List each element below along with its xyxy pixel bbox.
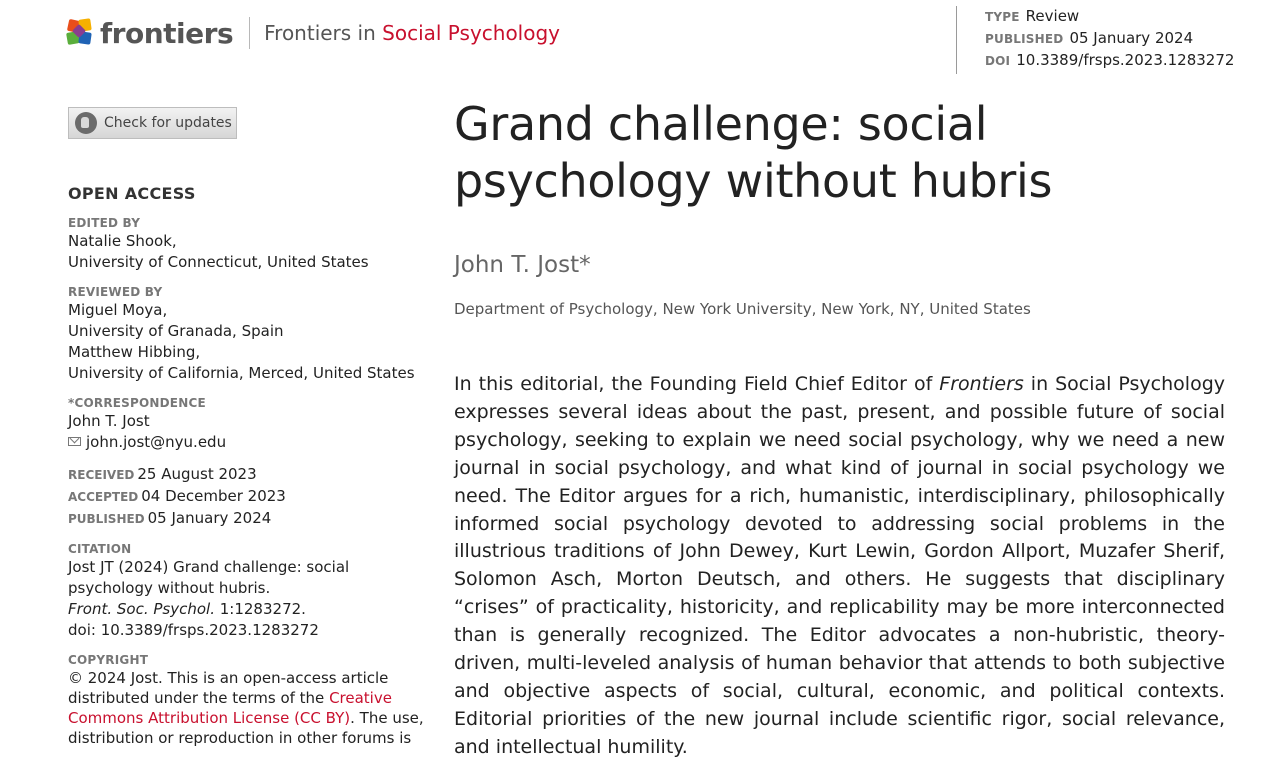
citation-label: CITATION [68,542,132,556]
accepted-label: ACCEPTED [68,490,139,504]
dates-section [68,464,428,530]
reviewer-name: Matthew Hibbing, [68,343,201,361]
copyright-text-after: . The use, distribution or reproduction in other forums is [68,709,424,747]
abstract-text: In this editorial, the Founding Field Chief Editor of [454,373,940,395]
copyright-text [68,668,428,748]
accepted-row [68,486,428,508]
correspondence-section [68,395,428,453]
meta-published-value: 05 January 2024 [1069,29,1194,47]
journal-name-prefix: Frontiers in [264,21,383,45]
meta-doi-label: DOI [985,54,1011,68]
meta-published [985,28,1234,50]
published-date: 05 January 2024 [147,509,272,527]
meta-type-label: TYPE [985,10,1020,24]
citation-line: Jost JT (2024) Grand challenge: social [68,558,350,576]
author-affiliation: Department of Psychology, New York University, New York, NY, United States [454,300,1031,318]
reviewed-by-label: REVIEWED BY [68,285,163,299]
header-divider [249,17,250,49]
received-label: RECEIVED [68,468,135,482]
citation-doi[interactable]: doi: 10.3389/frsps.2023.1283272 [68,621,319,639]
published-label: PUBLISHED [68,512,145,526]
mail-icon [68,437,81,446]
journal-name-accent: Social Psychology [382,21,561,45]
article-meta [956,6,1234,74]
correspondence-label: *CORRESPONDENCE [68,396,206,410]
correspondence-email-link[interactable]: john.jost@nyu.edu [86,433,227,451]
accepted-date: 04 December 2023 [141,487,286,505]
citation-volume: 1:1283272. [214,600,306,618]
article-title: Grand challenge: social psychology without hubris [454,97,1053,208]
citation-journal-abbrev: Front. Soc. Psychol. [68,600,215,618]
citation-line: psychology without hubris. [68,579,271,597]
received-date: 25 August 2023 [137,465,257,483]
sidebar [68,184,428,759]
meta-doi [985,50,1234,72]
correspondence-email-row [68,432,428,453]
citation-section [68,541,428,641]
abstract-journal-italic: Frontiers [939,373,1024,395]
copyright-label: COPYRIGHT [68,653,149,667]
meta-published-label: PUBLISHED [985,32,1064,46]
cc-by-license-link[interactable]: Creative Commons Attribution License (CC BY) [68,689,392,727]
copyright-section [68,652,428,748]
published-row [68,508,428,530]
editor-name: Natalie Shook, [68,232,177,250]
brand-header [66,16,560,50]
reviewer-name: Miguel Moya, [68,301,168,319]
citation-journal-line [68,599,428,620]
open-access-heading: OPEN ACCESS [68,184,196,203]
check-for-updates-label: Check for updates [104,115,232,131]
reviewer-affiliation: University of Granada, Spain [68,322,284,340]
check-for-updates-button[interactable] [68,107,237,139]
meta-type [985,6,1234,28]
article-abstract [454,371,1225,762]
correspondence-name: John T. Jost [68,412,150,430]
received-row [68,464,428,486]
reviewed-by-section [68,284,428,384]
edited-by-section [68,215,428,273]
crossmark-icon [75,112,97,134]
edited-by-label: EDITED BY [68,216,141,230]
editor-affiliation: University of Connecticut, United States [68,253,369,271]
meta-type-value: Review [1025,7,1080,25]
journal-name[interactable] [264,21,560,45]
frontiers-logo-icon[interactable] [66,18,94,48]
abstract-text: in Social Psychology expresses several ideas about the past, present, and possible future of social psychology, seeking to explain we need social psychology, why we need a new journal in social psychology, and what kind of journal in social psychology we need. The Editor argues for a rich, humanistic, interdisciplinary, philosophically informed social psychology devoted to addressing social problems in the illustrious traditions of John Dewey, Kurt Lewin, Gordon Allport, Muzafer Sherif, Solomon Asch, Morton Deutsch, and others. He suggests that disciplinary “crises” of practicality, historicity, and replicability may be more interconnected than is generally recognized. The Editor advocates a non-hubristic, theory-driven, multi-leveled analysis of human behavior that attends to both subjective and objective aspects of social, cultural, economic, and political contexts. Editorial priorities of the new journal include scientific rigor, social relevance, and intellectual humility. [454,373,1225,758]
logo-wordmark[interactable]: frontiers [100,16,234,50]
copyright-text-before: © 2024 Jost. This is an open-access article distributed under the terms of the [68,669,389,707]
reviewer-affiliation: University of California, Merced, United States [68,364,415,382]
article-author[interactable]: John T. Jost* [454,252,591,278]
meta-doi-value[interactable]: 10.3389/frsps.2023.1283272 [1016,51,1235,69]
